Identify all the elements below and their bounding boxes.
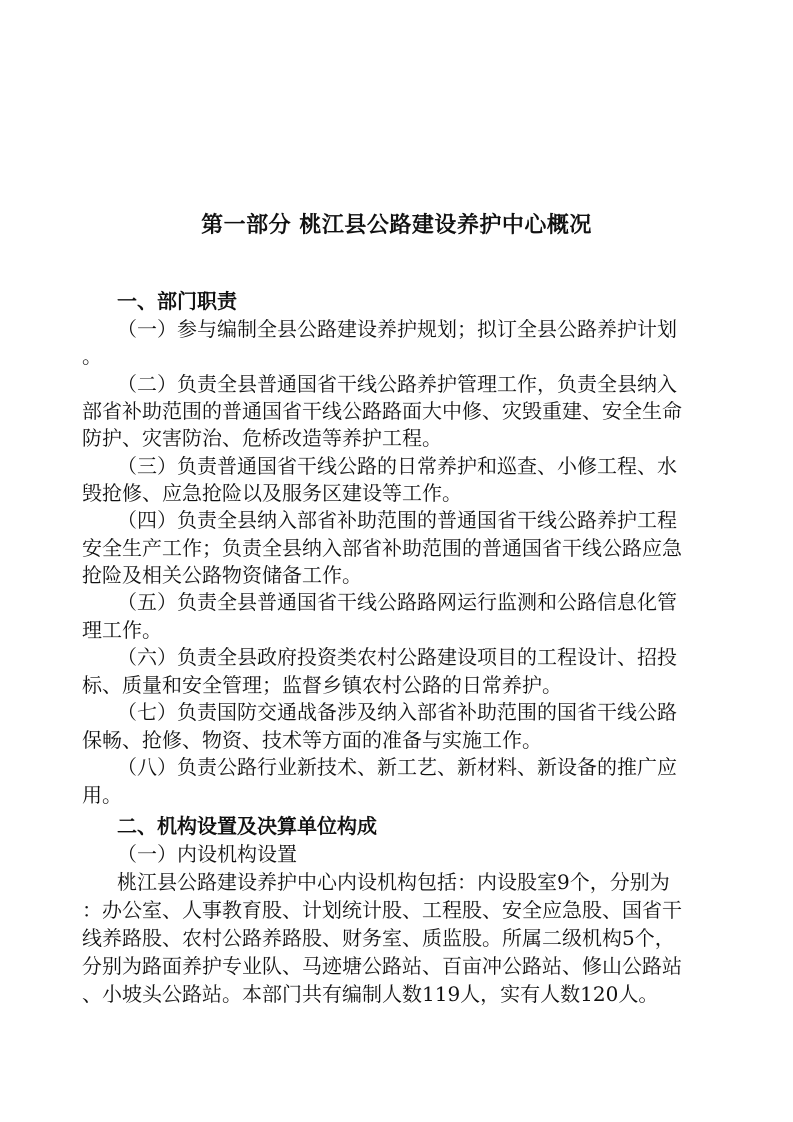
paragraph-line: 部省补助范围的普通国省干线公路路面大中修、灾毁重建、安全生命 bbox=[82, 399, 682, 423]
paragraph-line: 保畅、抢修、物资、技术等方面的准备与实施工作。 bbox=[82, 728, 542, 752]
paragraph-line: 毁抢修、应急抢险以及服务区建设等工作。 bbox=[82, 481, 462, 505]
paragraph-line: （一）内设机构设置 bbox=[117, 842, 297, 866]
page-title: 第一部分 桃江县公路建设养护中心概况 bbox=[201, 213, 592, 238]
paragraph-line: （三）负责普通国省干线公路的日常养护和巡查、小修工程、水 bbox=[117, 454, 677, 478]
paragraph-line: 线养路股、农村公路养路股、财务室、质监股。所属二级机构5个， bbox=[82, 926, 675, 950]
paragraph-line: 桃江县公路建设养护中心内设机构包括：内设股室9个，分别为 bbox=[117, 870, 670, 894]
section-heading: 一、部门职责 bbox=[117, 289, 237, 313]
paragraph-line: （一）参与编制全县公路建设养护规划；拟订全县公路养护计划 bbox=[117, 317, 677, 341]
paragraph-line: （四）负责全县纳入部省补助范围的普通国省干线公路养护工程 bbox=[117, 508, 677, 532]
paragraph-line: 标、质量和安全管理；监督乡镇农村公路的日常养护。 bbox=[82, 673, 562, 697]
section-heading: 二、机构设置及决算单位构成 bbox=[117, 814, 377, 838]
paragraph-line: 理工作。 bbox=[82, 618, 162, 642]
paragraph-line: 。 bbox=[82, 344, 102, 368]
paragraph-line: 抢险及相关公路物资储备工作。 bbox=[82, 563, 362, 587]
paragraph-line: （二）负责全县普通国省干线公路养护管理工作，负责全县纳入 bbox=[117, 372, 677, 396]
paragraph-line: 分别为路面养护专业队、马迹塘公路站、百亩冲公路站、修山公路站 bbox=[82, 954, 682, 978]
paragraph-line: 防护、灾害防治、危桥改造等养护工程。 bbox=[82, 426, 442, 450]
paragraph-line: 安全生产工作；负责全县纳入部省补助范围的普通国省干线公路应急 bbox=[82, 536, 682, 560]
paragraph-line: ：办公室、人事教育股、计划统计股、工程股、安全应急股、国省干 bbox=[82, 898, 682, 922]
paragraph-line: 用。 bbox=[82, 783, 122, 807]
paragraph-line: （五）负责全县普通国省干线公路路网运行监测和公路信息化管 bbox=[117, 590, 677, 614]
paragraph-line: （八）负责公路行业新技术、新工艺、新材料、新设备的推广应 bbox=[117, 755, 677, 779]
paragraph-line: （七）负责国防交通战备涉及纳入部省补助范围的国省干线公路 bbox=[117, 700, 677, 724]
paragraph-line: （六）负责全县政府投资类农村公路建设项目的工程设计、招投 bbox=[117, 645, 677, 669]
paragraph-line: 、小坡头公路站。本部门共有编制人数119人，实有人数120人。 bbox=[82, 982, 659, 1006]
